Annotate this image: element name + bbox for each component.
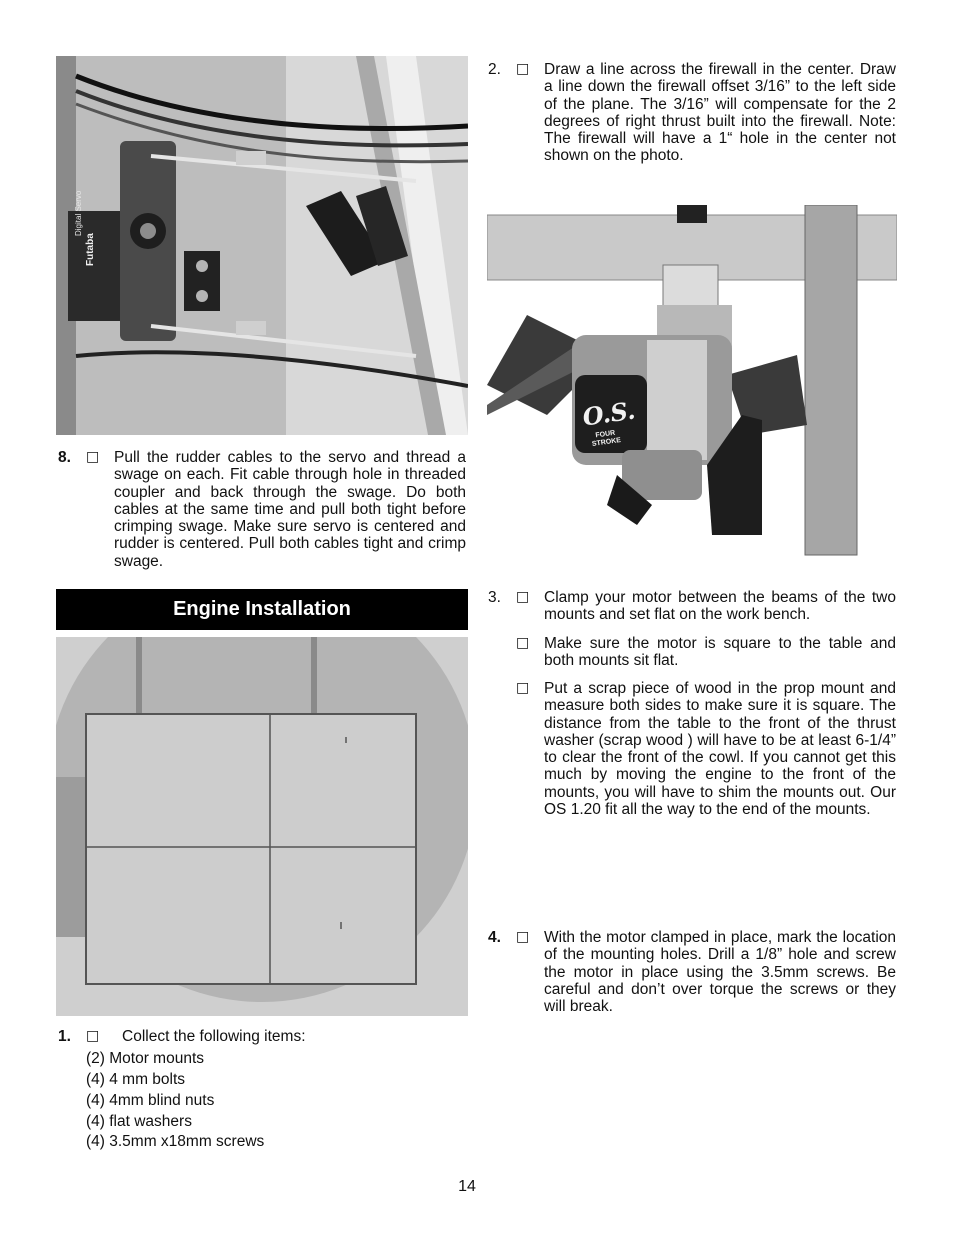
step-8-checkbox[interactable]: □	[86, 449, 100, 465]
parts-list-item: (4) 4mm blind nuts	[86, 1092, 215, 1109]
section-header: Engine Installation	[56, 589, 468, 630]
step-3-sub1-checkbox[interactable]: □	[516, 635, 530, 651]
parts-list-item: (4) flat washers	[86, 1113, 192, 1130]
step-3-text: Clamp your motor between the beams of the two mounts and set flat on the work bench.	[544, 589, 896, 624]
step-8-text: Pull the rudder cables to the servo and thread a swage on each. Fit cable through hole in threaded coupler and back through the swage. Do both cables at the same time and pull both tight before crimping swage. Make sure servo is centered and rudder is centered. Pull both cables tight and crimp swage.	[114, 449, 466, 570]
engine-model-label: FOUR STROKE	[591, 429, 622, 448]
servo-label-brand: Futaba	[85, 233, 96, 266]
step-3-checkbox[interactable]: □	[516, 589, 530, 605]
step-1-checkbox[interactable]: □	[86, 1028, 100, 1044]
step-8	[56, 449, 468, 571]
step-3-sub2-checkbox[interactable]: □	[516, 680, 530, 696]
step-3-number: 3.	[488, 589, 501, 606]
parts-list-item: (2) Motor mounts	[86, 1050, 205, 1067]
step-3-substep	[487, 635, 897, 671]
step-1-text: Collect the following items:	[122, 1028, 306, 1045]
step-3-sub2-text: Put a scrap piece of wood in the prop mount and measure both sides to make sure it is square. The distance from the table to the front of the thrust washer (scrap wood ) will have to be at least 6-1/4” to clear the front of the cowl. If you cannot get this much by moving the engine to the front of the mounts, you will have to shim the mounts out. Our OS 1.20 fit all the way to the end of the mounts.	[544, 680, 896, 819]
step-1-number: 1.	[58, 1028, 71, 1045]
step-2-number: 2.	[488, 61, 501, 78]
step-2-checkbox[interactable]: □	[516, 61, 530, 77]
page-number: 14	[458, 1178, 476, 1195]
step-4-number: 4.	[488, 929, 501, 946]
step-2-text: Draw a line across the firewall in the center. Draw a line down the firewall offset 3/16” to the left side of the plane. The 3/16” will compensate for the 2 degrees of right thrust built into the firewall. Note: The firewall will have a 1“ hole in the center not shown on the photo.	[544, 61, 896, 165]
servo-photo	[56, 56, 468, 435]
step-4	[487, 929, 897, 1019]
parts-list-item: (4) 4 mm bolts	[86, 1071, 186, 1088]
parts-list-item: (4) 3.5mm x18mm screws	[86, 1133, 265, 1150]
step-1	[56, 1028, 468, 1048]
engine-photo	[487, 205, 897, 575]
step-2	[487, 61, 897, 167]
step-3	[487, 589, 897, 625]
engine-brand-logo: O.S.	[580, 395, 638, 432]
step-3-sub1-text: Make sure the motor is square to the table and both mounts sit flat.	[544, 635, 896, 670]
firewall-photo	[56, 637, 468, 1016]
step-4-text: With the motor clamped in place, mark the location of the mounting holes. Drill a 1/8” hole and screw the motor in place using the 3.5mm screws. Be careful and don’t over torque the screws or they will break.	[544, 929, 896, 1016]
step-3-substep	[487, 680, 897, 836]
step-4-checkbox[interactable]: □	[516, 929, 530, 945]
servo-label-digital: Digital Servo	[74, 190, 83, 236]
step-8-number: 8.	[58, 449, 71, 466]
